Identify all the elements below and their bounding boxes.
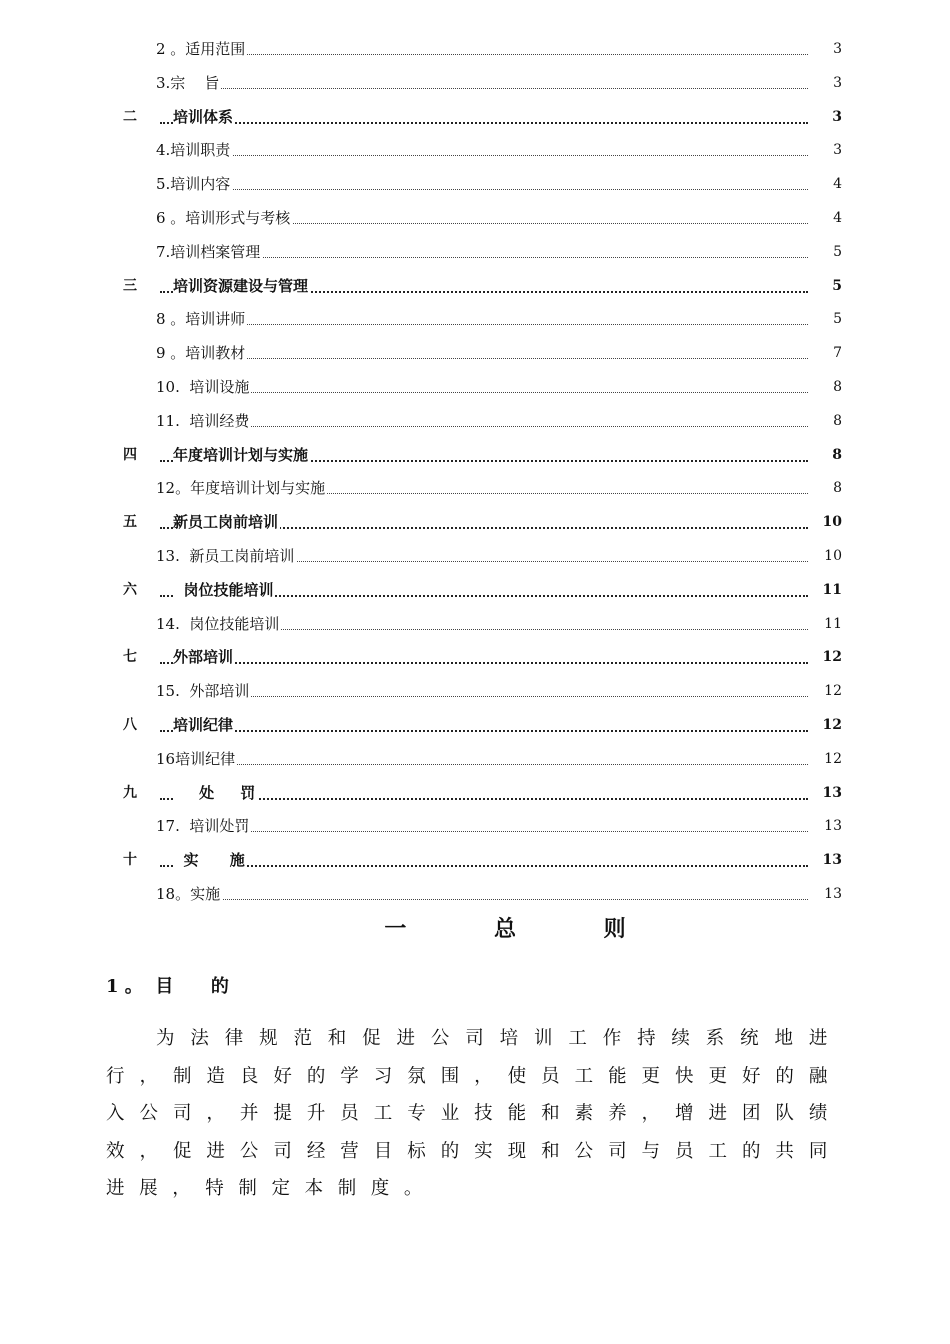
- toc-entry-title: 年度培训计划与实施: [173, 445, 309, 464]
- toc-page-number: 4: [833, 176, 842, 193]
- toc-section-entry[interactable]: [0, 235, 950, 269]
- toc-section-entry[interactable]: [0, 471, 950, 505]
- toc-page-number: 11: [822, 581, 842, 598]
- toc-dot-leader: [160, 54, 808, 55]
- toc-dot-leader: [160, 426, 808, 427]
- toc-page-number: 3: [833, 41, 842, 57]
- toc-page-number: 12: [824, 683, 842, 700]
- toc-chapter-entry[interactable]: [0, 438, 950, 472]
- toc-page-number: 5: [833, 243, 842, 260]
- toc-dot-leader: [160, 764, 808, 765]
- toc-chapter-entry[interactable]: [0, 640, 950, 674]
- toc-section-entry[interactable]: [0, 877, 950, 911]
- toc-page-number: 13: [822, 784, 842, 801]
- toc-entry-title: 18。实施: [156, 884, 221, 903]
- toc-section-entry[interactable]: [0, 404, 950, 438]
- toc-entry-title: 2 。适用范围: [156, 40, 246, 58]
- toc-section-entry[interactable]: [0, 302, 950, 336]
- toc-entry-title: 16培训纪律: [156, 749, 236, 768]
- toc-chapter-entry[interactable]: [0, 708, 950, 742]
- toc-entry-title: 15. 外部培训: [156, 682, 250, 701]
- toc-chapter-number: 七: [123, 649, 137, 666]
- toc-section-entry[interactable]: [0, 167, 950, 201]
- toc-chapter-number: 四: [123, 446, 137, 463]
- toc-page-number: 7: [833, 345, 842, 362]
- toc-entry-title: 新员工岗前培训: [173, 513, 279, 532]
- toc-page-number: 5: [832, 277, 842, 294]
- toc-chapter-number: 十: [123, 852, 137, 869]
- toc-page-number: 10: [822, 514, 842, 531]
- toc-page-number: 12: [822, 716, 842, 733]
- toc-page-number: 3: [833, 74, 842, 91]
- toc-dot-leader: [160, 88, 808, 89]
- body-paragraph: 为法律规范和促进公司培训工作持续系统地进行，制造良好的学习氛围，使员工能更快更好的融入公司，并提升员工专业技能和素养，增进团队绩效，促进公司经营目标的实现和公司与员工的共同进展，特制定本制度。: [106, 1028, 842, 1199]
- toc-chapter-entry[interactable]: [0, 573, 950, 607]
- toc-dot-leader: [160, 155, 808, 156]
- toc-page-number: 13: [824, 818, 842, 835]
- toc-entry-title: 12。年度培训计划与实施: [156, 479, 326, 498]
- toc-dot-leader: [160, 358, 808, 359]
- toc-page-number: 8: [833, 480, 842, 497]
- toc-entry-title: 10. 培训设施: [156, 377, 250, 396]
- toc-section-entry[interactable]: [0, 336, 950, 370]
- toc-entry-title: 17. 培训处罚: [156, 817, 250, 836]
- toc-section-entry[interactable]: [0, 607, 950, 641]
- toc-entry-title: 3.宗 旨: [156, 73, 220, 92]
- chapter-title: 一 总 则: [384, 916, 666, 942]
- toc-entry-title: 外部培训: [173, 648, 234, 667]
- toc-entry-title: 培训资源建设与管理: [173, 276, 309, 295]
- toc-page-number: 8: [833, 378, 842, 395]
- toc-dot-leader: [160, 730, 808, 732]
- toc-chapter-number: 九: [123, 784, 137, 801]
- toc-dot-leader: [160, 189, 808, 190]
- toc-chapter-entry[interactable]: [0, 776, 950, 810]
- toc-section-entry[interactable]: [0, 809, 950, 843]
- toc-entry-title: 14. 岗位技能培训: [156, 614, 280, 633]
- toc-chapter-entry[interactable]: [0, 505, 950, 539]
- toc-section-entry[interactable]: [0, 66, 950, 100]
- toc-entry-title: 6 。培训形式与考核: [156, 208, 291, 227]
- toc-chapter-entry[interactable]: [0, 269, 950, 303]
- toc-entry-title: 13. 新员工岗前培训: [156, 546, 295, 565]
- toc-chapter-number: 二: [123, 108, 137, 125]
- toc-chapter-number: 八: [123, 716, 137, 733]
- toc-page-number: 12: [824, 750, 842, 767]
- toc-chapter-number: 三: [123, 277, 137, 294]
- toc-dot-leader: [160, 392, 808, 393]
- toc-page-number: 4: [833, 209, 842, 226]
- toc-section-entry[interactable]: [0, 539, 950, 573]
- toc-entry-title: 9 。培训教材: [156, 344, 246, 363]
- toc-page-number: 10: [824, 547, 842, 564]
- toc-entry-title: 处 罚: [173, 783, 256, 802]
- toc-page-number: 3: [832, 108, 842, 125]
- toc-dot-leader: [160, 865, 808, 867]
- toc-entry-title: 实 施: [173, 851, 245, 870]
- section-heading: 1 。 目 的: [106, 976, 229, 997]
- toc-dot-leader: [160, 831, 808, 832]
- toc-entry-title: 4.培训职责: [156, 141, 231, 160]
- toc-dot-leader: [160, 122, 808, 124]
- toc-entry-title: 7.培训档案管理: [156, 242, 261, 261]
- toc-dot-leader: [160, 696, 808, 697]
- toc-dot-leader: [160, 324, 808, 325]
- toc-section-entry[interactable]: [0, 370, 950, 404]
- toc-page-number: 8: [832, 446, 842, 463]
- toc-page-number: 11: [824, 615, 842, 632]
- toc-chapter-number: 五: [123, 514, 137, 531]
- toc-chapter-entry[interactable]: [0, 843, 950, 877]
- toc-entry-title: 8 。培训讲师: [156, 310, 246, 329]
- toc-section-entry[interactable]: [0, 674, 950, 708]
- toc-page-number: 5: [833, 311, 842, 328]
- toc-dot-leader: [160, 662, 808, 664]
- toc-page-number: 8: [833, 412, 842, 429]
- table-of-contents: [0, 32, 950, 911]
- toc-page-number: 13: [824, 885, 842, 902]
- toc-entry-title: 11. 培训经费: [156, 411, 250, 430]
- toc-section-entry[interactable]: [0, 32, 950, 66]
- toc-entry-title: 5.培训内容: [156, 175, 231, 194]
- toc-page-number: 13: [822, 852, 842, 869]
- toc-section-entry[interactable]: [0, 201, 950, 235]
- toc-section-entry[interactable]: [0, 133, 950, 167]
- toc-entry-title: 培训纪律: [173, 715, 234, 734]
- toc-chapter-number: 六: [123, 581, 137, 598]
- toc-chapter-entry[interactable]: [0, 100, 950, 134]
- toc-dot-leader: [160, 899, 808, 900]
- toc-entry-title: 培训体系: [173, 107, 234, 126]
- toc-section-entry[interactable]: [0, 742, 950, 776]
- toc-page-number: 3: [833, 142, 842, 159]
- toc-page-number: 12: [822, 649, 842, 666]
- toc-entry-title: 岗位技能培训: [173, 580, 274, 599]
